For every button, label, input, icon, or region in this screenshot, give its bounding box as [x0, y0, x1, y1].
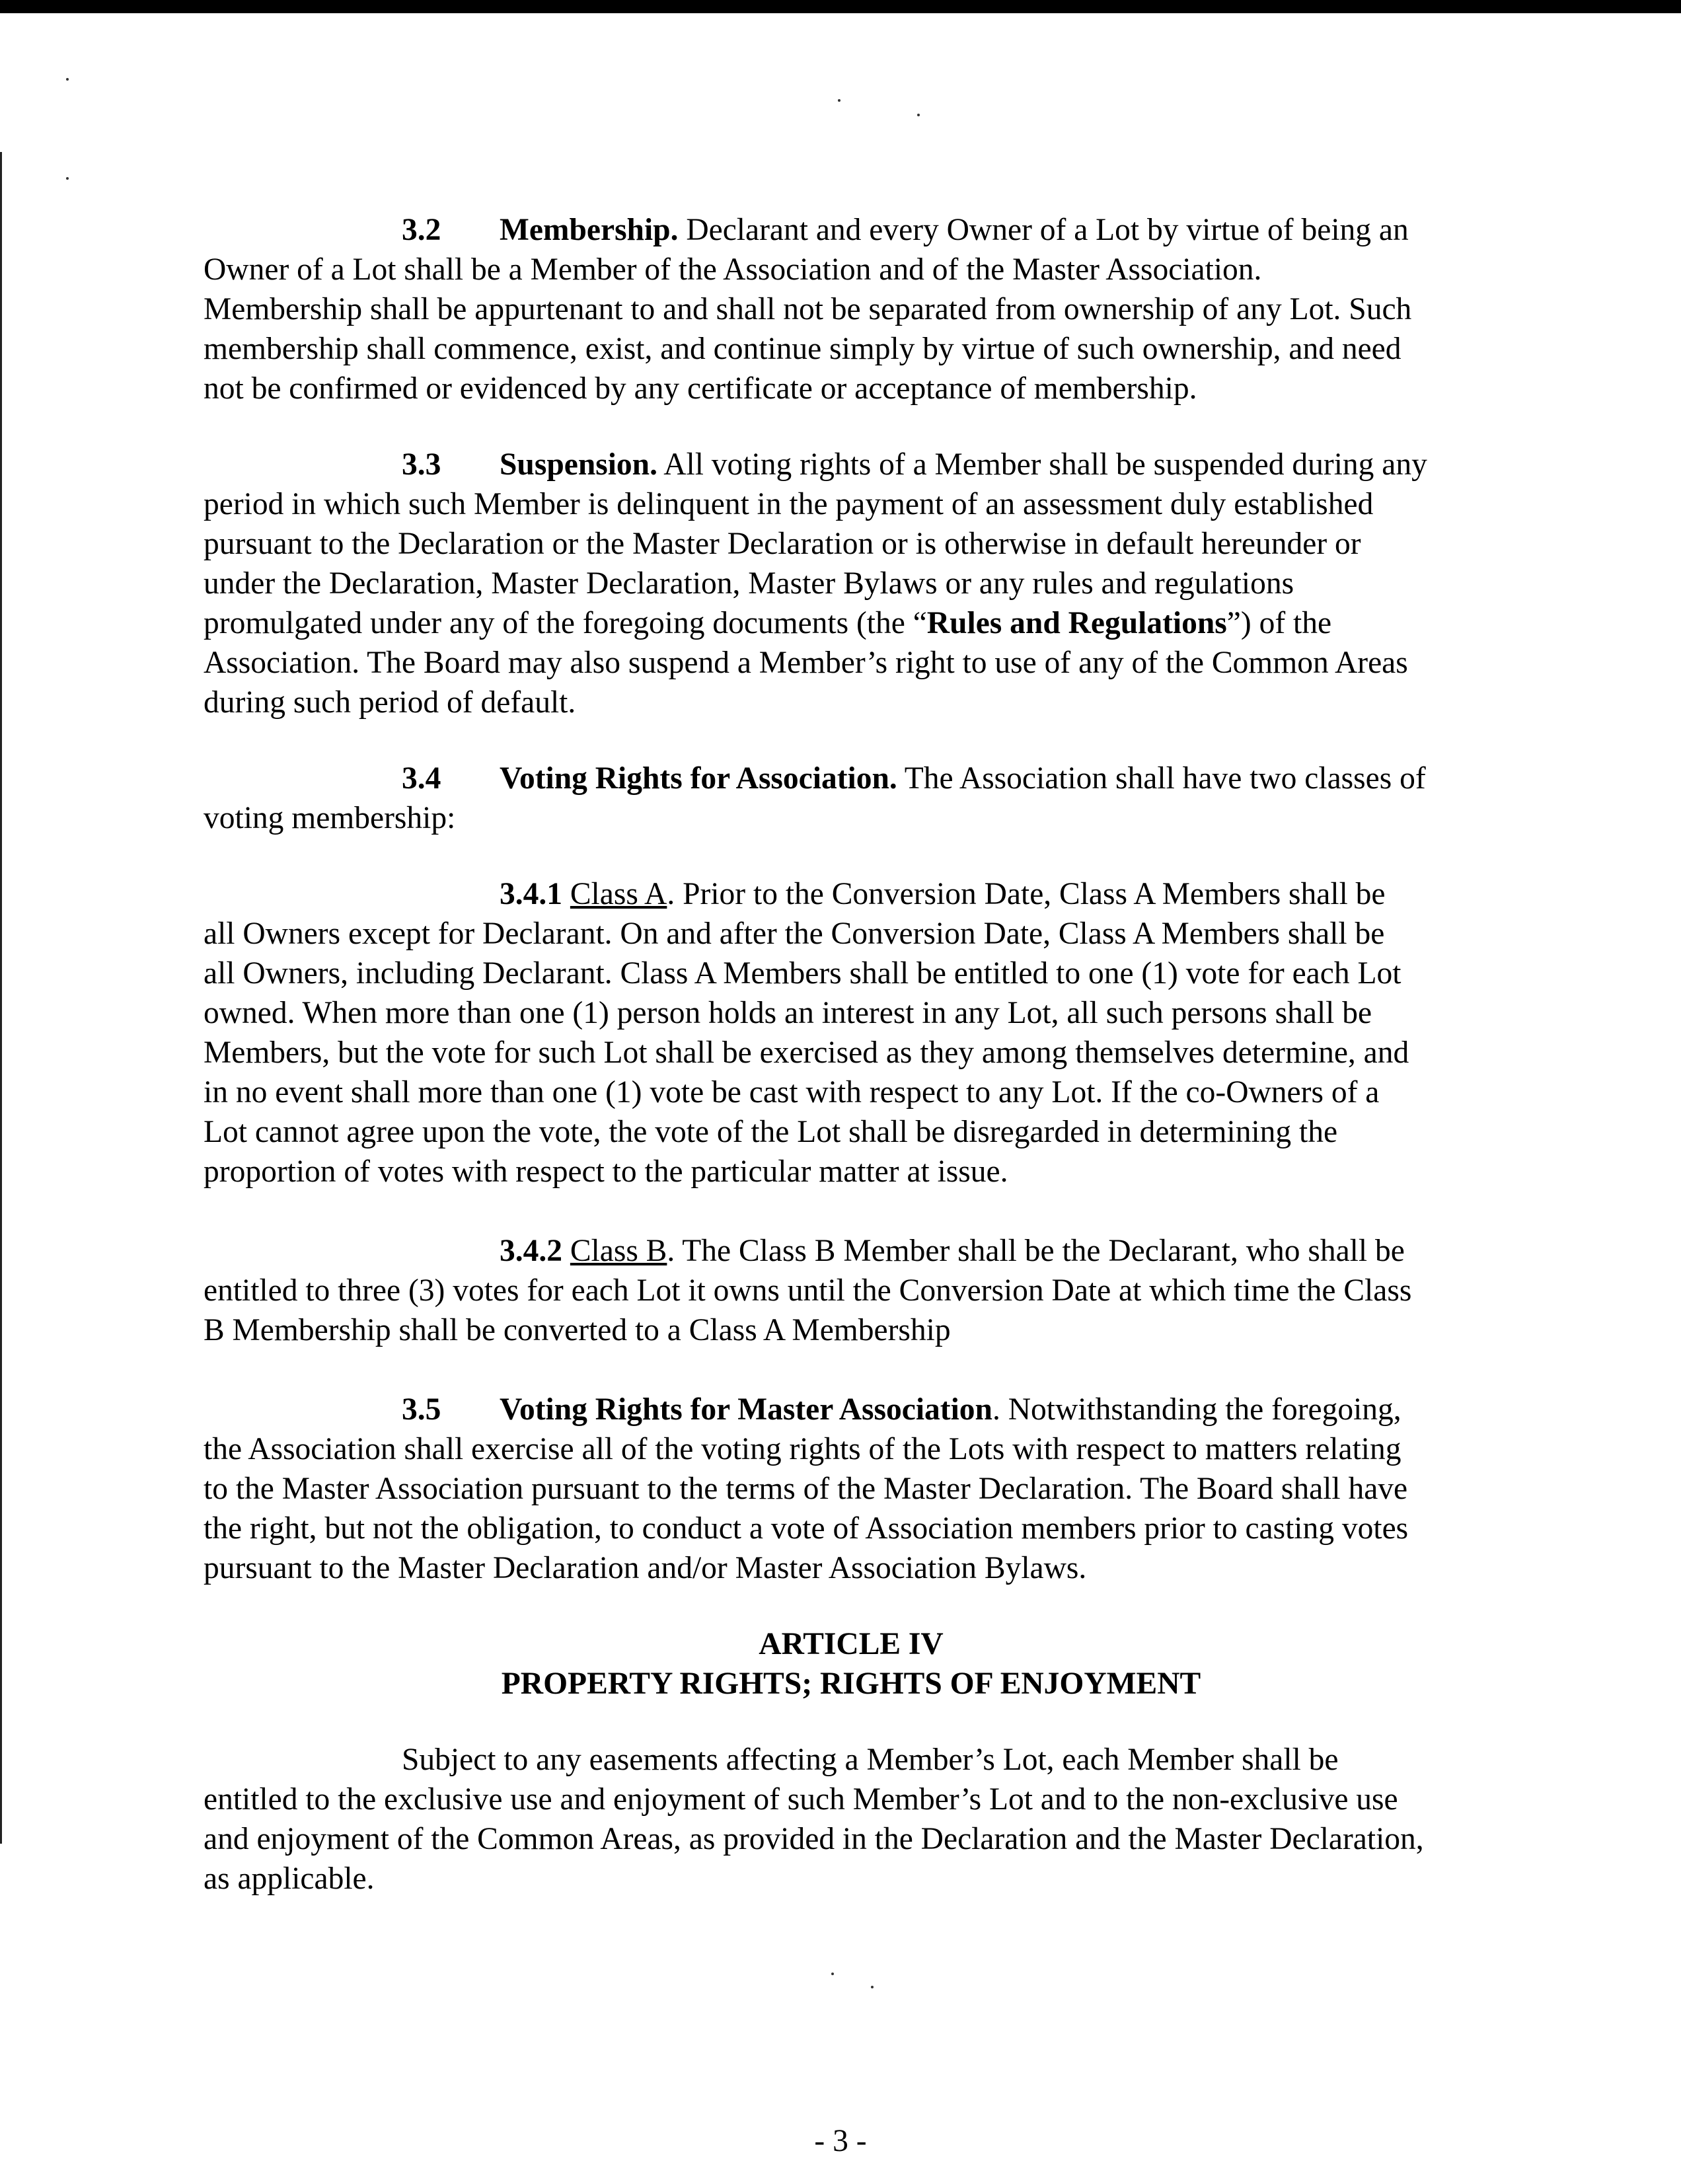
- section-heading: Voting Rights for Master Association: [500, 1392, 992, 1427]
- article-iv-heading: [204, 1624, 1499, 1704]
- section-text: Association. The Board may also suspend a Member’s right to use of any of the Common Areas: [204, 646, 1408, 680]
- section-number: 3.2: [402, 213, 441, 247]
- section-text: promulgated under any of the foregoing documents (the “: [204, 606, 927, 640]
- section-text: voting membership:: [204, 801, 456, 835]
- section-text: under the Declaration, Master Declaration, Master Bylaws or any rules and regulations: [204, 566, 1294, 601]
- section-text: not be confirmed or evidenced by any certificate or acceptance of membership.: [204, 371, 1197, 406]
- section-number: 3.3: [402, 447, 441, 482]
- scan-top-border: [0, 0, 1681, 13]
- section-text: all Owners, including Declarant. Class A Members shall be entitled to one (1) vote for each Lot: [204, 956, 1401, 991]
- section-text: pursuant to the Master Declaration and/or Master Association Bylaws.: [204, 1551, 1087, 1585]
- scan-speck: [66, 177, 69, 180]
- scan-left-edge: [0, 152, 2, 1844]
- scan-speck: [871, 1986, 874, 1988]
- section-number: 3.4.1: [500, 877, 562, 911]
- scan-speck: [831, 1973, 834, 1975]
- section-text: ”) of the: [1226, 606, 1332, 640]
- section-heading: Suspension.: [500, 447, 657, 482]
- section-number: 3.4: [402, 761, 441, 796]
- section-text: All voting rights of a Member shall be suspended during any: [663, 447, 1427, 482]
- section-text: period in which such Member is delinquent in the payment of an assessment duly established: [204, 487, 1374, 521]
- section-text: the Association shall exercise all of the voting rights of the Lots with respect to matters relating: [204, 1432, 1401, 1466]
- section-text: pursuant to the Declaration or the Master Declaration or is otherwise in default hereunder or: [204, 527, 1361, 561]
- page-number: - 3 -: [814, 2124, 867, 2158]
- section-text: proportion of votes with respect to the particular matter at issue.: [204, 1154, 1008, 1189]
- section-text: entitled to three (3) votes for each Lot it owns until the Conversion Date at which time the Class: [204, 1273, 1412, 1308]
- section-text: and enjoyment of the Common Areas, as provided in the Declaration and the Master Declaration,: [204, 1822, 1424, 1856]
- section-heading: Voting Rights for Association.: [500, 761, 897, 796]
- section-text: . Notwithstanding the foregoing,: [992, 1392, 1401, 1427]
- section-text: Declarant and every Owner of a Lot by virtue of being an: [686, 213, 1409, 247]
- section-text: . The Class B Member shall be the Declarant, who shall be: [667, 1234, 1405, 1268]
- section-3-4-2: [204, 1231, 1499, 1350]
- section-text: entitled to the exclusive use and enjoyment of such Member’s Lot and to the non-exclusive use: [204, 1782, 1398, 1817]
- section-text: to the Master Association pursuant to the terms of the Master Declaration. The Board shall have: [204, 1472, 1408, 1506]
- section-text: in no event shall more than one (1) vote be cast with respect to any Lot. If the co-Owners of a: [204, 1075, 1380, 1110]
- section-text: during such period of default.: [204, 685, 576, 720]
- section-text: the right, but not the obligation, to conduct a vote of Association members prior to casting votes: [204, 1511, 1409, 1546]
- article-subtitle: PROPERTY RIGHTS; RIGHTS OF ENJOYMENT: [501, 1667, 1201, 1701]
- section-text: . Prior to the Conversion Date, Class A Members shall be: [667, 877, 1386, 911]
- section-text: Subject to any easements affecting a Member’s Lot, each Member shall be: [402, 1743, 1339, 1777]
- section-text: Members, but the vote for such Lot shall be exercised as they among themselves determine, and: [204, 1036, 1409, 1070]
- section-text: owned. When more than one (1) person holds an interest in any Lot, all such persons shall be: [204, 996, 1372, 1030]
- section-text: Lot cannot agree upon the vote, the vote of the Lot shall be disregarded in determining the: [204, 1115, 1338, 1149]
- article-title: ARTICLE IV: [759, 1627, 944, 1661]
- defined-term: Rules and Regulations: [926, 606, 1227, 640]
- document-page: [204, 210, 1499, 1935]
- scan-speck: [917, 114, 920, 116]
- section-text: all Owners except for Declarant. On and after the Conversion Date, Class A Members shall be: [204, 917, 1385, 951]
- section-text: as applicable.: [204, 1862, 375, 1896]
- class-label: Class A: [570, 877, 667, 911]
- section-3-3: [204, 445, 1499, 722]
- section-text: Membership shall be appurtenant to and shall not be separated from ownership of any Lot. Such: [204, 292, 1412, 326]
- section-3-4-1: [204, 874, 1499, 1191]
- section-3-2: [204, 210, 1499, 408]
- section-text: B Membership shall be converted to a Class A Membership: [204, 1313, 951, 1347]
- section-text: membership shall commence, exist, and continue simply by virtue of such ownership, and need: [204, 332, 1401, 366]
- class-label: Class B: [570, 1234, 667, 1268]
- section-number: 3.5: [402, 1392, 441, 1427]
- section-3-5: [204, 1390, 1499, 1588]
- scan-speck: [66, 78, 69, 81]
- section-3-4: [204, 759, 1499, 838]
- section-text: Owner of a Lot shall be a Member of the Association and of the Master Association.: [204, 252, 1262, 287]
- section-heading: Membership.: [500, 213, 679, 247]
- scan-speck: [838, 99, 840, 102]
- section-number: 3.4.2: [500, 1234, 562, 1268]
- article-iv-body: [204, 1740, 1499, 1899]
- section-text: The Association shall have two classes of: [904, 761, 1426, 796]
